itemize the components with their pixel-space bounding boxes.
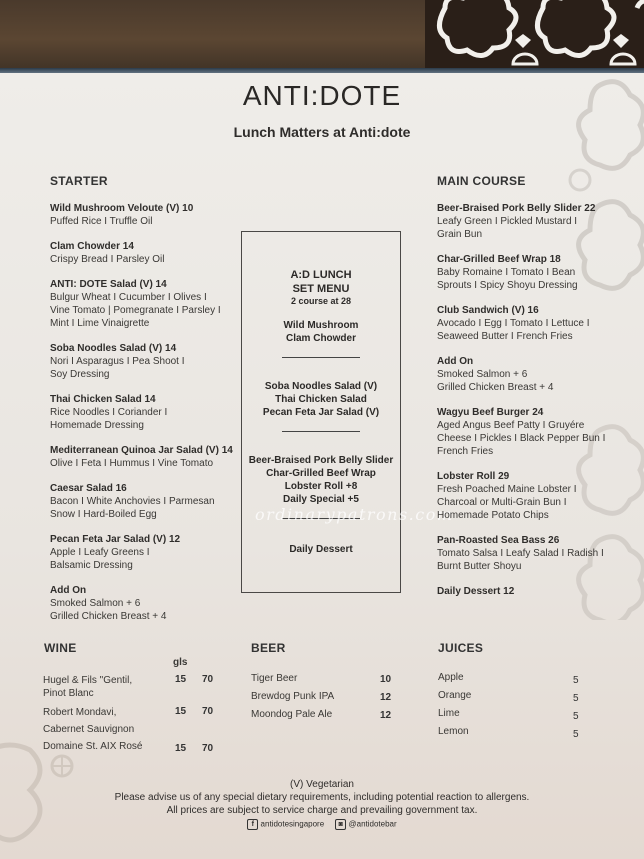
wine-bottle-price: 70	[202, 743, 214, 754]
menu-item	[437, 470, 617, 522]
item-name: Lobster Roll 29	[437, 471, 510, 482]
juice-item-name: Apple	[438, 672, 464, 683]
ornamental-tile-pattern-icon	[425, 0, 644, 68]
beer-item-name: Tiger Beer	[251, 673, 298, 684]
item-desc: Cheese I Pickles I Black Pepper Bun I	[437, 433, 606, 444]
item-name: Soba Noodles Salad (V) 14	[50, 343, 177, 354]
item-name: Add On	[437, 356, 474, 367]
wine-glass-price: 15	[175, 706, 187, 717]
wine-glass-column-header: gls	[173, 657, 188, 668]
item-name: Wild Mushroom Veloute (V) 10	[50, 203, 194, 214]
item-desc: Avocado I Egg I Tomato I Lettuce I	[437, 318, 590, 329]
beer-price: 12	[380, 692, 392, 703]
item-name: Club Sandwich (V) 16	[437, 305, 539, 316]
item-desc: Grilled Chicken Breast + 4	[50, 611, 167, 622]
item-name: Wagyu Beef Burger 24	[437, 407, 544, 418]
wine-bottle-price: 70	[202, 706, 214, 717]
item-name: Pan-Roasted Sea Bass 26	[437, 535, 560, 546]
menu-item	[50, 444, 240, 470]
set-menu-price: 2 course at 28	[290, 296, 352, 306]
menu-item	[50, 342, 240, 381]
item-desc: Crispy Bread I Parsley Oil	[50, 254, 165, 265]
item-desc: Sprouts I Spicy Shoyu Dressing	[437, 280, 578, 291]
main-course-heading: MAIN COURSE	[437, 174, 526, 188]
item-desc: Fresh Poached Maine Lobster I	[437, 484, 577, 495]
item-name: Char-Grilled Beef Wrap 18	[437, 254, 561, 265]
item-desc: Smoked Salmon + 6	[437, 369, 528, 380]
allergen-note: Please advise us of any special dietary requirements, including potential reaction to allergens.	[114, 792, 530, 803]
menu-item	[50, 278, 240, 330]
wine-item-name	[43, 704, 134, 738]
wine-name-line: Hugel & Fils "Gentil,	[43, 675, 133, 686]
juices-heading: JUICES	[438, 641, 484, 655]
juice-price: 5	[573, 675, 579, 686]
wine-name-line: Cabernet Sauvignon	[43, 724, 135, 735]
set-option: Daily Special +5	[283, 494, 359, 505]
item-name: Pecan Feta Jar Salad (V) 12	[50, 534, 181, 545]
starter-heading: STARTER	[50, 174, 108, 188]
vegetarian-legend: (V) Vegetarian	[290, 779, 354, 790]
item-name: Mediterranean Quinoa Jar Salad (V) 14	[50, 445, 233, 456]
menu-item	[437, 534, 617, 573]
menu-subtitle: Lunch Matters at Anti:dote	[233, 124, 411, 140]
item-name: ANTI: DOTE Salad (V) 14	[50, 279, 167, 290]
facebook-icon: f	[247, 819, 258, 830]
menu-item	[437, 304, 617, 343]
tax-note: All prices are subject to service charge and prevailing government tax.	[166, 805, 478, 816]
restaurant-logo-title: ANTI:DOTE	[242, 80, 402, 111]
item-desc: Leafy Green I Pickled Mustard I	[437, 216, 578, 227]
menu-item	[50, 482, 240, 521]
wine-name-line: Robert Mondavi,	[43, 707, 117, 718]
item-name: Caesar Salad 16	[50, 483, 127, 494]
juice-item-name: Orange	[438, 690, 472, 701]
item-desc: Bulgur Wheat I Cucumber I Olives I	[50, 292, 207, 303]
set-option: Beer-Braised Pork Belly Slider	[248, 455, 394, 466]
menu-item	[50, 240, 240, 266]
beer-heading: BEER	[251, 641, 286, 655]
set-menu-title-line2: SET MENU	[292, 283, 350, 295]
beer-price: 10	[380, 674, 392, 685]
set-option: Daily Dessert	[289, 544, 353, 555]
item-desc: Snow I Hard-Boiled Egg	[50, 509, 157, 520]
item-desc: Homemade Potato Chips	[437, 510, 549, 521]
menu-item	[50, 202, 240, 228]
item-desc: Baby Romaine I Tomato I Bean	[437, 267, 576, 278]
beer-item-name: Moondog Pale Ale	[251, 709, 333, 720]
item-desc: Smoked Salmon + 6	[50, 598, 141, 609]
starter-section	[50, 174, 240, 623]
menu-item	[50, 393, 240, 432]
item-name: Add On	[50, 585, 87, 596]
set-option: Pecan Feta Jar Salad (V)	[262, 407, 380, 418]
item-desc: French Fries	[437, 446, 494, 457]
item-name: Beer-Braised Pork Belly Slider 22	[437, 203, 596, 214]
menu-item	[437, 585, 617, 598]
item-desc: Seaweed Butter I French Fries	[437, 331, 573, 342]
item-desc: Puffed Rice I Truffle Oil	[50, 216, 153, 227]
item-desc: Mint I Lime Vinaigrette	[50, 318, 150, 329]
item-name: Daily Dessert 12	[437, 586, 515, 597]
add-on-item	[437, 355, 617, 394]
set-option: Lobster Roll +8	[284, 481, 358, 492]
social-links	[0, 819, 644, 830]
item-desc: Vine Tomato | Pomegranate I Parsley I	[50, 305, 221, 316]
wine-heading: WINE	[44, 641, 77, 655]
menu-item	[437, 406, 617, 458]
item-desc: Burnt Butter Shoyu	[437, 561, 522, 572]
set-option: Wild Mushroom	[283, 320, 359, 331]
item-desc: Bacon I White Anchovies I Parmesan	[50, 496, 215, 507]
wine-item-name	[43, 741, 143, 752]
item-name: Thai Chicken Salad 14	[50, 394, 156, 405]
juice-price: 5	[573, 711, 579, 722]
item-desc: Tomato Salsa I Leafy Salad I Radish I	[437, 548, 604, 559]
set-option: Clam Chowder	[285, 333, 356, 344]
wine-bottle-price: 70	[202, 674, 214, 685]
add-on-item	[50, 584, 240, 623]
item-desc: Soy Dressing	[50, 369, 110, 380]
set-option: Soba Noodles Salad (V)	[264, 381, 378, 392]
item-desc: Rice Noodles I Coriander I	[50, 407, 168, 418]
item-desc: Grilled Chicken Breast + 4	[437, 382, 554, 393]
set-option: Thai Chicken Salad	[275, 394, 367, 405]
watermark: ordinarypatrons.com	[255, 505, 454, 524]
item-desc: Homemade Dressing	[50, 420, 144, 431]
item-desc: Aged Angus Beef Patty I Gruyére	[437, 420, 585, 431]
menu-item	[50, 533, 240, 572]
juice-item-name: Lime	[438, 708, 460, 719]
juice-item-name: Lemon	[438, 726, 469, 737]
item-desc: Charcoal or Multi-Grain Bun I	[437, 497, 567, 508]
menu-item	[437, 202, 617, 241]
item-name: Clam Chowder 14	[50, 241, 134, 252]
item-desc: Apple I Leafy Greens I	[50, 547, 150, 558]
item-desc: Nori I Asparagus I Pea Shoot I	[50, 356, 185, 367]
wine-glass-price: 15	[175, 674, 187, 685]
item-desc: Olive I Feta I Hummus I Vine Tomato	[50, 458, 214, 469]
instagram-icon: ◙	[335, 819, 346, 830]
set-menu-title: A:D LUNCH	[290, 269, 352, 281]
instagram-handle[interactable]: @antidotebar	[348, 819, 397, 829]
menu-item	[437, 253, 617, 292]
lunch-set-menu-box	[241, 231, 401, 593]
beer-price: 12	[380, 710, 392, 721]
juice-price: 5	[573, 729, 579, 740]
wine-item-name	[43, 674, 132, 700]
item-desc: Balsamic Dressing	[50, 560, 133, 571]
facebook-handle[interactable]: antidotesingapore	[260, 819, 325, 829]
beer-item-name: Brewdog Punk IPA	[251, 691, 335, 702]
item-desc: Grain Bun	[437, 229, 483, 240]
wine-glass-price: 15	[175, 743, 187, 754]
main-course-section	[437, 174, 617, 598]
set-option: Char-Grilled Beef Wrap	[266, 468, 376, 479]
wine-name-line: Domaine St. AIX Rosé	[43, 741, 143, 752]
juice-price: 5	[573, 693, 579, 704]
wine-name-line: Pinot Blanc	[43, 688, 94, 699]
